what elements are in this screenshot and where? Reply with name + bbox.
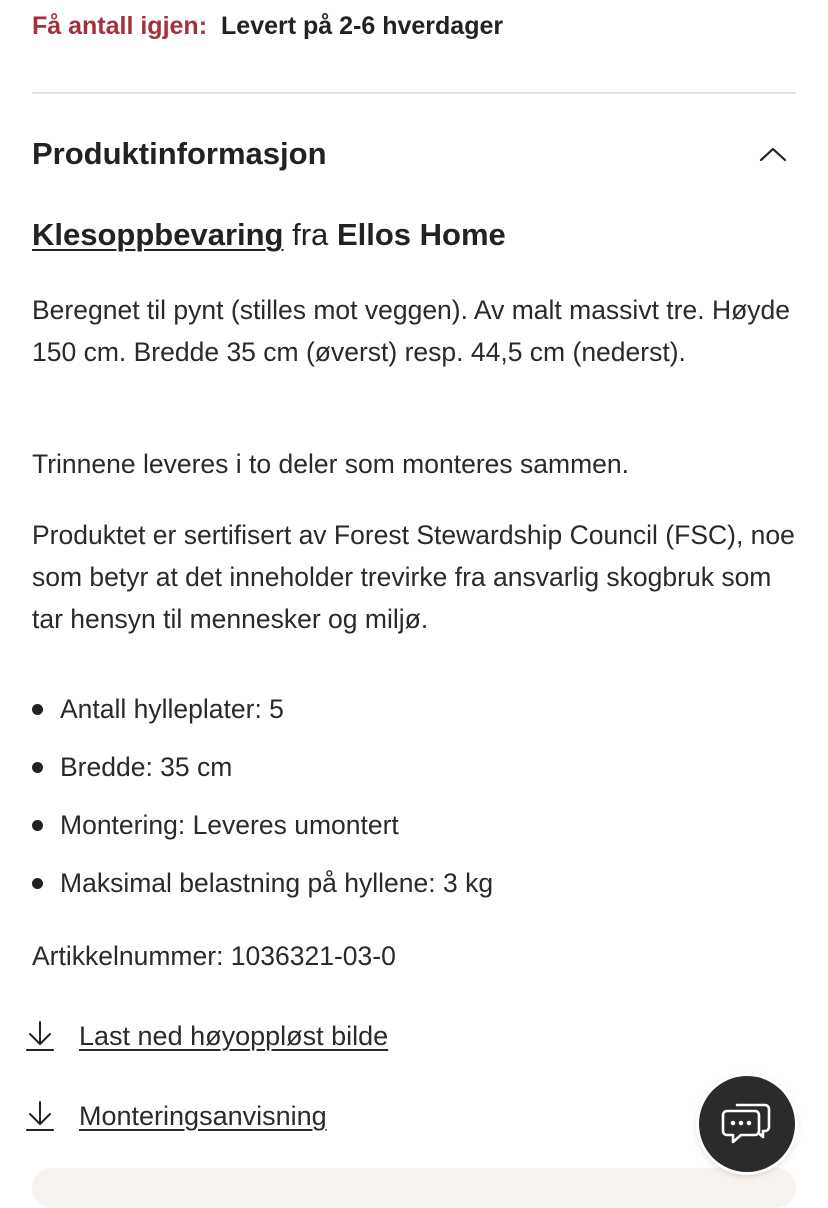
spec-item [32,746,792,804]
bullet-icon [32,762,43,773]
chat-bubbles-icon [721,1099,773,1150]
bullet-icon [32,820,43,831]
download-icon [24,1099,56,1133]
availability-info [32,8,503,44]
product-brand-line [32,212,506,258]
availability-label: Få antall igjen: [32,11,208,40]
article-number: Artikkelnummer: 1036321-03-0 [32,941,396,971]
spec-text: Montering: Leveres umontert [60,810,399,840]
brand-name: Ellos Home [336,217,506,252]
assembly-instructions-link[interactable] [24,1093,327,1139]
brand-prefix: fra [292,217,329,252]
description-paragraph: Trinnene leveres i to deler som monteres sammen. [32,449,629,479]
spec-item [32,862,792,920]
chat-button[interactable] [699,1076,795,1172]
section-title: Produktinformasjon [32,136,327,171]
description-paragraph: Beregnet til pynt (stilles mot veggen). Av malt massivt tre. Høyde 150 cm. Bredde 35 cm (øverst) resp. 44,5 cm (nederst). [32,295,790,367]
download-link-label[interactable]: Monteringsanvisning [79,1100,327,1131]
download-link-label[interactable]: Last ned høyoppløst bilde [79,1020,389,1051]
bullet-icon [32,704,43,715]
product-info-accordion-header[interactable] [32,126,796,182]
spec-item [32,688,792,746]
spec-text: Antall hylleplater: 5 [60,694,284,724]
description-paragraph: Produktet er sertifisert av Forest Stewardship Council (FSC), noe som betyr at det inneholder trevirke fra ansvarlig skogbruk som tar hensyn til mennesker og miljø. [32,520,795,634]
spec-text: Bredde: 35 cm [60,752,233,782]
download-hires-image-link[interactable] [24,1013,388,1059]
spec-list [32,688,792,920]
spec-text: Maksimal belastning på hyllene: 3 kg [60,868,494,898]
download-icon [24,1019,56,1053]
next-section-card [32,1168,796,1208]
delivery-time: Levert på 2-6 hverdager [221,11,504,40]
category-link[interactable]: Klesoppbevaring [32,217,284,252]
spec-item [32,804,792,862]
chevron-up-icon[interactable] [756,137,790,171]
divider [32,92,796,94]
bullet-icon [32,878,43,889]
